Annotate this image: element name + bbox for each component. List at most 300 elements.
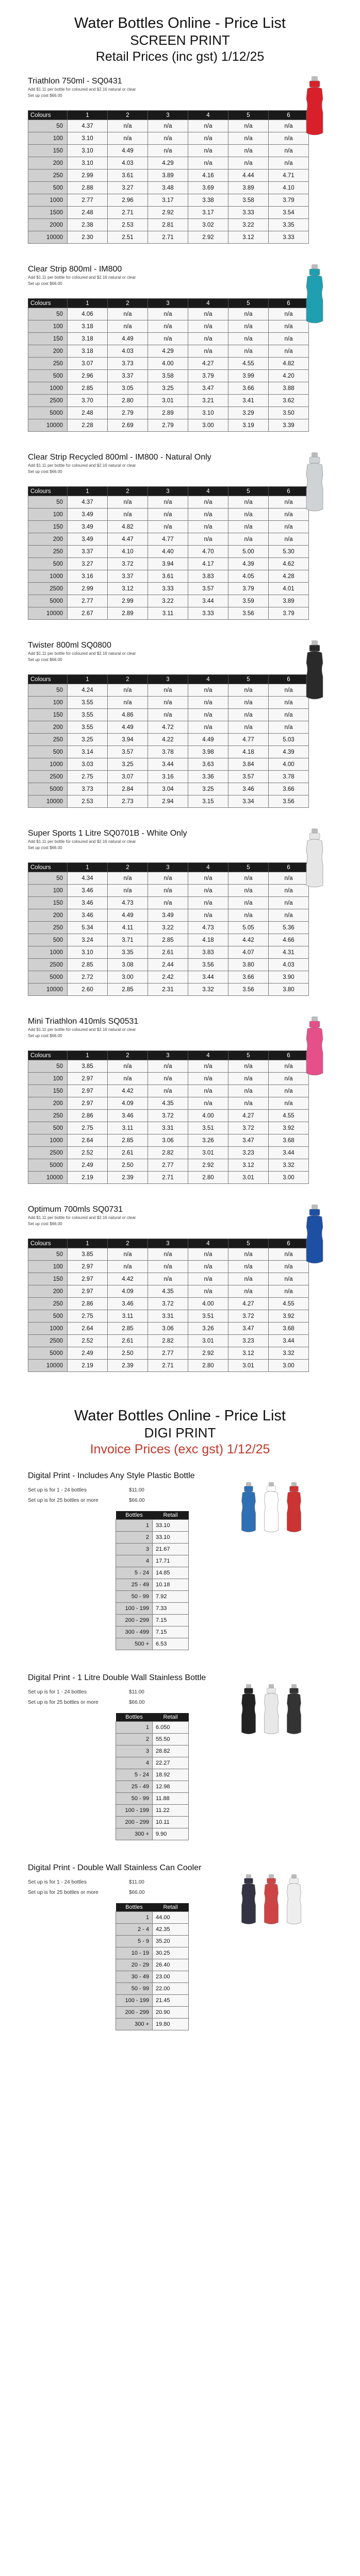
quantity-cell: 1000 xyxy=(28,1134,68,1147)
column-header: 3 xyxy=(148,863,188,872)
quantity-cell: 50 xyxy=(28,1248,68,1261)
quantity-cell: 150 xyxy=(28,521,68,533)
table-row xyxy=(116,2019,189,2030)
price-cell: 4.72 xyxy=(148,721,188,734)
quantity-cell: 50 xyxy=(28,872,68,885)
price-cell: 4.34 xyxy=(68,872,108,885)
price-cell: 3.16 xyxy=(148,771,188,783)
price-cell: 3.31 xyxy=(148,1310,188,1323)
quantity-cell: 100 xyxy=(28,509,68,521)
table-row xyxy=(28,132,309,145)
price-cell: 3.56 xyxy=(228,984,269,996)
price-cell: 2.49 xyxy=(68,1159,108,1172)
price-cell: 3.57 xyxy=(108,746,148,758)
price-cell: 3.03 xyxy=(68,758,108,771)
price-cell: 4.42 xyxy=(108,1085,148,1097)
table-row xyxy=(28,1122,309,1134)
quantity-cell: 10000 xyxy=(28,607,68,620)
quantity-cell: 20 - 29 xyxy=(116,1959,153,1971)
table-row xyxy=(28,946,309,959)
price-cell: 2.92 xyxy=(188,1159,228,1172)
price-cell: 3.19 xyxy=(228,419,269,432)
digi-page-title: Water Bottles Online - Price List xyxy=(74,1408,286,1424)
price-cell: n/a xyxy=(188,1085,228,1097)
price-cell: 2.86 xyxy=(68,1110,108,1122)
price-cell: 3.25 xyxy=(108,758,148,771)
price-cell: n/a xyxy=(108,132,148,145)
table-header-row xyxy=(28,1051,309,1060)
bottle-icon xyxy=(303,76,326,137)
quantity-cell: 5000 xyxy=(28,971,68,984)
price-cell: n/a xyxy=(228,909,269,922)
price-cell: 4.27 xyxy=(228,1298,269,1310)
price-cell: 2.82 xyxy=(148,1335,188,1347)
price-cell: 2.82 xyxy=(148,1147,188,1159)
price-cell: 26.40 xyxy=(153,1959,189,1971)
price-cell: 3.47 xyxy=(228,1323,269,1335)
price-cell: 3.55 xyxy=(68,697,108,709)
column-header: 4 xyxy=(188,299,228,308)
quantity-cell: 150 xyxy=(28,1273,68,1285)
price-cell: 2.73 xyxy=(108,795,148,808)
price-cell: 4.62 xyxy=(269,558,309,570)
price-cell: n/a xyxy=(108,1060,148,1073)
column-header: Retail xyxy=(153,1713,189,1722)
price-cell: 2.71 xyxy=(148,1172,188,1184)
setup-fee-label: Set up is for 1 - 24 bottles xyxy=(28,1689,87,1695)
price-cell: 4.39 xyxy=(228,558,269,570)
price-cell: n/a xyxy=(188,721,228,734)
price-cell: n/a xyxy=(269,1085,309,1097)
quantity-cell: 2000 xyxy=(28,219,68,231)
price-cell: 2.48 xyxy=(68,407,108,419)
quantity-cell: 3 xyxy=(116,1745,153,1757)
price-cell: 3.37 xyxy=(68,546,108,558)
quantity-cell: 500 xyxy=(28,182,68,194)
price-cell: 4.73 xyxy=(108,897,148,909)
price-cell: 4.55 xyxy=(269,1110,309,1122)
digi-price-table xyxy=(116,1713,189,1840)
price-cell: 2.61 xyxy=(108,1147,148,1159)
column-header: 5 xyxy=(228,487,269,496)
table-row xyxy=(28,370,309,382)
quantity-cell: 5000 xyxy=(28,1347,68,1360)
quantity-cell: 100 xyxy=(28,132,68,145)
product-title: Twister 800ml SQ0800 xyxy=(28,641,111,650)
price-cell: n/a xyxy=(228,157,269,170)
digi-product-title: Digital Print - Double Wall Stainless Can Cooler xyxy=(28,1863,202,1872)
column-header: 5 xyxy=(228,863,269,872)
column-header: Colours xyxy=(28,299,68,308)
table-row xyxy=(28,922,309,934)
price-cell: 3.01 xyxy=(228,1172,269,1184)
table-row xyxy=(28,1335,309,1347)
price-cell: 3.85 xyxy=(68,1248,108,1261)
price-cell: 4.05 xyxy=(228,570,269,583)
price-cell: 2.96 xyxy=(108,194,148,207)
price-cell: 4.00 xyxy=(188,1110,228,1122)
price-cell: 30.25 xyxy=(153,1947,189,1959)
price-cell: n/a xyxy=(188,1073,228,1085)
price-cell: 3.12 xyxy=(228,1347,269,1360)
price-cell: 3.27 xyxy=(68,558,108,570)
quantity-cell: 500 xyxy=(28,934,68,946)
price-cell: n/a xyxy=(228,345,269,358)
price-cell: 4.42 xyxy=(228,934,269,946)
table-header-row xyxy=(28,111,309,120)
price-cell: n/a xyxy=(228,509,269,521)
price-cell: 2.81 xyxy=(148,219,188,231)
quantity-cell: 50 xyxy=(28,308,68,320)
price-cell: 5.30 xyxy=(269,546,309,558)
product-setup-cost: Set up cost $66.00 xyxy=(28,469,62,474)
price-cell: 2.39 xyxy=(108,1172,148,1184)
price-cell: 20.90 xyxy=(153,2007,189,2019)
price-cell: 2.75 xyxy=(68,1122,108,1134)
table-row xyxy=(116,1947,189,1959)
price-cell: 2.80 xyxy=(108,395,148,407)
table-row xyxy=(28,1134,309,1147)
price-cell: 2.86 xyxy=(68,1298,108,1310)
price-cell: 2.71 xyxy=(108,207,148,219)
price-cell: 3.78 xyxy=(148,746,188,758)
product-section xyxy=(28,452,336,620)
table-row xyxy=(28,333,309,345)
price-cell: 3.10 xyxy=(68,157,108,170)
quantity-cell: 10000 xyxy=(28,419,68,432)
price-cell: 7.15 xyxy=(153,1615,189,1626)
price-cell: 2.19 xyxy=(68,1172,108,1184)
column-header: 6 xyxy=(269,487,309,496)
price-cell: n/a xyxy=(148,684,188,697)
column-header: 5 xyxy=(228,1051,269,1060)
price-cell: n/a xyxy=(148,1060,188,1073)
price-table xyxy=(28,674,309,808)
quantity-cell: 100 xyxy=(28,1261,68,1273)
column-header: 2 xyxy=(108,487,148,496)
price-cell: 2.94 xyxy=(148,795,188,808)
bottle-icon xyxy=(303,1016,326,1077)
table-header-row xyxy=(28,487,309,496)
price-cell: 22.00 xyxy=(153,1983,189,1995)
quantity-cell: 1000 xyxy=(28,570,68,583)
price-cell: 3.84 xyxy=(228,758,269,771)
price-cell: n/a xyxy=(269,333,309,345)
price-cell: n/a xyxy=(148,320,188,333)
table-row xyxy=(28,145,309,157)
column-header: 6 xyxy=(269,111,309,120)
table-header-row xyxy=(116,1511,189,1520)
table-row xyxy=(28,1261,309,1273)
table-row xyxy=(116,1722,189,1734)
column-header: 3 xyxy=(148,111,188,120)
price-cell: 3.66 xyxy=(228,382,269,395)
price-cell: 2.97 xyxy=(68,1073,108,1085)
column-header: 2 xyxy=(108,863,148,872)
price-cell: 4.07 xyxy=(228,946,269,959)
price-cell: 3.85 xyxy=(68,1060,108,1073)
price-cell: n/a xyxy=(188,145,228,157)
table-row xyxy=(28,1147,309,1159)
price-cell: 3.01 xyxy=(188,1335,228,1347)
price-cell: 3.23 xyxy=(228,1147,269,1159)
price-cell: 3.62 xyxy=(269,395,309,407)
quantity-cell: 300 + xyxy=(116,2019,153,2030)
price-cell: 4.40 xyxy=(148,546,188,558)
table-row xyxy=(116,1638,189,1650)
price-cell: 3.99 xyxy=(228,370,269,382)
price-cell: 4.10 xyxy=(108,546,148,558)
price-cell: 4.00 xyxy=(148,358,188,370)
table-row xyxy=(28,909,309,922)
price-cell: 3.37 xyxy=(108,570,148,583)
quantity-cell: 1000 xyxy=(28,194,68,207)
bottle-icon xyxy=(303,452,326,513)
digi-product-section xyxy=(28,1863,336,2030)
column-header: 3 xyxy=(148,1051,188,1060)
price-cell: 3.61 xyxy=(148,570,188,583)
quantity-cell: 2500 xyxy=(28,959,68,971)
table-row xyxy=(28,157,309,170)
price-cell: 19.80 xyxy=(153,2019,189,2030)
price-cell: n/a xyxy=(269,1073,309,1085)
quantity-cell: 5 - 9 xyxy=(116,1936,153,1947)
price-cell: 2.75 xyxy=(68,771,108,783)
price-cell: 4.39 xyxy=(269,746,309,758)
quantity-cell: 100 xyxy=(28,1073,68,1085)
quantity-cell: 10000 xyxy=(28,984,68,996)
price-cell: n/a xyxy=(269,909,309,922)
table-row xyxy=(116,1591,189,1603)
price-cell: 4.73 xyxy=(188,922,228,934)
column-header: 3 xyxy=(148,1239,188,1248)
quantity-cell: 1000 xyxy=(28,1323,68,1335)
quantity-cell: 25 - 49 xyxy=(116,1781,153,1793)
price-cell: 3.56 xyxy=(269,795,309,808)
price-cell: n/a xyxy=(228,320,269,333)
product-setup-cost: Set up cost $66.00 xyxy=(28,1033,62,1038)
quantity-cell: 1 xyxy=(116,1912,153,1924)
quantity-cell: 50 xyxy=(28,496,68,509)
product-image xyxy=(303,640,336,701)
price-cell: 4.44 xyxy=(228,170,269,182)
price-cell: 3.89 xyxy=(269,595,309,607)
price-cell: 3.12 xyxy=(108,583,148,595)
column-header: 1 xyxy=(68,863,108,872)
price-cell: n/a xyxy=(148,1073,188,1085)
quantity-cell: 200 xyxy=(28,157,68,170)
price-cell: 4.55 xyxy=(269,1298,309,1310)
price-cell: 35.20 xyxy=(153,1936,189,1947)
price-cell: 3.12 xyxy=(228,231,269,244)
quantity-cell: 150 xyxy=(28,145,68,157)
column-header: 4 xyxy=(188,1051,228,1060)
table-row xyxy=(116,1567,189,1579)
setup-fee-amount: $11.00 xyxy=(129,1689,144,1695)
price-cell: 3.70 xyxy=(68,395,108,407)
price-cell: n/a xyxy=(148,120,188,132)
table-row xyxy=(116,1555,189,1567)
price-cell: 2.85 xyxy=(108,984,148,996)
price-cell: 3.49 xyxy=(68,509,108,521)
price-cell: 4.29 xyxy=(148,157,188,170)
quantity-cell: 5000 xyxy=(28,407,68,419)
price-cell: 3.50 xyxy=(269,407,309,419)
column-header: 1 xyxy=(68,487,108,496)
column-header: 1 xyxy=(68,1051,108,1060)
price-cell: 21.45 xyxy=(153,1995,189,2007)
price-cell: 2.99 xyxy=(68,583,108,595)
table-row xyxy=(28,1347,309,1360)
price-cell: 2.97 xyxy=(68,1097,108,1110)
quantity-cell: 100 - 199 xyxy=(116,1603,153,1615)
table-row xyxy=(116,1579,189,1591)
quantity-cell: 200 xyxy=(28,1097,68,1110)
price-cell: 4.82 xyxy=(108,521,148,533)
quantity-cell: 150 xyxy=(28,897,68,909)
price-cell: n/a xyxy=(108,872,148,885)
quantity-cell: 100 xyxy=(28,885,68,897)
price-cell: n/a xyxy=(108,509,148,521)
price-cell: 3.01 xyxy=(148,395,188,407)
price-cell: n/a xyxy=(108,885,148,897)
price-cell: n/a xyxy=(188,1273,228,1285)
price-cell: 3.10 xyxy=(68,145,108,157)
price-cell: n/a xyxy=(108,496,148,509)
price-cell: 3.68 xyxy=(269,1323,309,1335)
page-title: Water Bottles Online - Price List xyxy=(74,15,286,31)
price-cell: 3.36 xyxy=(188,771,228,783)
price-cell: n/a xyxy=(228,120,269,132)
price-cell: 3.58 xyxy=(228,194,269,207)
price-cell: 2.85 xyxy=(108,1323,148,1335)
price-cell: n/a xyxy=(148,897,188,909)
price-cell: 3.11 xyxy=(108,1122,148,1134)
price-cell: n/a xyxy=(269,521,309,533)
table-header-row xyxy=(116,1713,189,1722)
price-cell: n/a xyxy=(228,697,269,709)
price-cell: n/a xyxy=(228,885,269,897)
price-cell: n/a xyxy=(148,1261,188,1273)
table-row xyxy=(116,1603,189,1615)
table-header-row xyxy=(28,299,309,308)
column-header: 1 xyxy=(68,1239,108,1248)
price-cell: 3.56 xyxy=(228,607,269,620)
product-section xyxy=(28,640,336,808)
price-cell: 3.73 xyxy=(68,783,108,795)
price-cell: 3.10 xyxy=(68,132,108,145)
quantity-cell: 50 - 99 xyxy=(116,1983,153,1995)
price-cell: 4.28 xyxy=(269,570,309,583)
quantity-cell: 500 xyxy=(28,1122,68,1134)
column-header: Retail xyxy=(153,1511,189,1520)
quantity-cell: 1000 xyxy=(28,382,68,395)
price-cell: 2.89 xyxy=(108,607,148,620)
price-cell: 3.11 xyxy=(108,1310,148,1323)
price-cell: 4.37 xyxy=(68,496,108,509)
quantity-cell: 5000 xyxy=(28,595,68,607)
price-cell: n/a xyxy=(269,120,309,132)
price-cell: 3.26 xyxy=(188,1134,228,1147)
price-cell: 4.35 xyxy=(148,1097,188,1110)
price-cell: 4.49 xyxy=(108,333,148,345)
quantity-cell: 50 - 99 xyxy=(116,1591,153,1603)
price-cell: 3.72 xyxy=(148,1298,188,1310)
price-cell: 4.49 xyxy=(108,909,148,922)
bottle-icon xyxy=(238,1482,259,1534)
price-cell: 3.73 xyxy=(108,358,148,370)
price-cell: 3.32 xyxy=(269,1159,309,1172)
price-cell: n/a xyxy=(188,533,228,546)
price-cell: 6.53 xyxy=(153,1638,189,1650)
price-cell: n/a xyxy=(269,157,309,170)
product-setup-cost: Set up cost $66.00 xyxy=(28,845,62,850)
table-row xyxy=(116,1615,189,1626)
product-section xyxy=(28,1205,336,1372)
quantity-cell: 2 - 4 xyxy=(116,1924,153,1936)
quantity-cell: 10000 xyxy=(28,231,68,244)
price-cell: 4.17 xyxy=(188,558,228,570)
price-cell: 3.79 xyxy=(228,583,269,595)
table-row xyxy=(28,1073,309,1085)
price-cell: 2.64 xyxy=(68,1134,108,1147)
quantity-cell: 500 xyxy=(28,1310,68,1323)
price-cell: 3.33 xyxy=(188,607,228,620)
price-cell: n/a xyxy=(269,897,309,909)
quantity-cell: 250 xyxy=(28,170,68,182)
price-cell: n/a xyxy=(148,333,188,345)
quantity-cell: 50 xyxy=(28,684,68,697)
price-cell: 3.25 xyxy=(188,783,228,795)
price-cell: 3.88 xyxy=(269,382,309,395)
price-table xyxy=(28,1239,309,1372)
price-cell: 2.53 xyxy=(68,795,108,808)
price-cell: 3.21 xyxy=(188,395,228,407)
price-cell: n/a xyxy=(228,333,269,345)
table-row xyxy=(116,1520,189,1532)
quantity-cell: 2500 xyxy=(28,395,68,407)
quantity-cell: 5000 xyxy=(28,783,68,795)
table-row xyxy=(116,1995,189,2007)
price-cell: 3.69 xyxy=(188,182,228,194)
price-cell: 3.66 xyxy=(228,971,269,984)
product-setup-cost: Set up cost $66.00 xyxy=(28,1222,62,1226)
price-cell: 42.35 xyxy=(153,1924,189,1936)
price-cell: 4.03 xyxy=(269,959,309,971)
column-header: 2 xyxy=(108,111,148,120)
price-cell: 4.11 xyxy=(108,922,148,934)
quantity-cell: 250 xyxy=(28,546,68,558)
quantity-cell: 5 - 24 xyxy=(116,1567,153,1579)
price-cell: n/a xyxy=(188,684,228,697)
price-cell: 7.92 xyxy=(153,1591,189,1603)
price-cell: 4.49 xyxy=(108,145,148,157)
price-cell: 2.89 xyxy=(148,407,188,419)
table-row xyxy=(28,1360,309,1372)
price-cell: n/a xyxy=(108,1261,148,1273)
price-cell: n/a xyxy=(188,345,228,358)
price-cell: 3.33 xyxy=(269,231,309,244)
price-cell: 4.42 xyxy=(108,1273,148,1285)
price-cell: 3.00 xyxy=(269,1360,309,1372)
table-row xyxy=(28,1273,309,1285)
price-cell: 3.44 xyxy=(269,1335,309,1347)
price-cell: 3.72 xyxy=(228,1122,269,1134)
price-cell: n/a xyxy=(269,145,309,157)
table-row xyxy=(28,345,309,358)
quantity-cell: 1000 xyxy=(28,758,68,771)
product-image xyxy=(303,452,336,513)
